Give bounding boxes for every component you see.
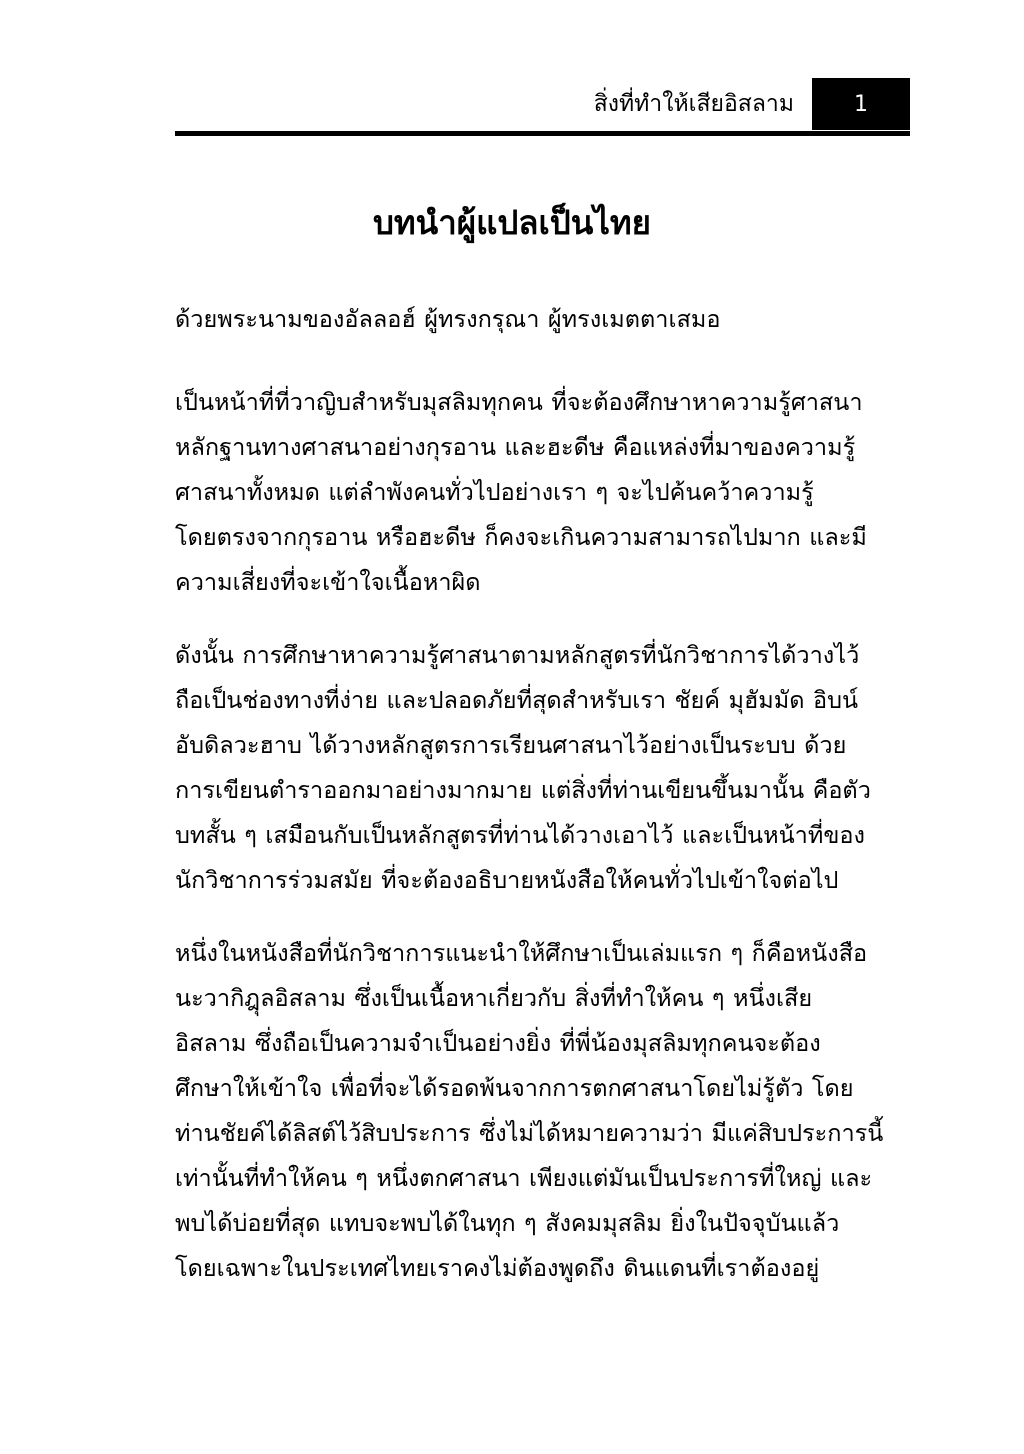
text-line: เท่านั้นที่ทำให้คน ๆ หนึ่งตกศาสนา เพียงแต่มันเป็นประการที่ใหญ่ และ: [175, 1164, 873, 1192]
text-line: หนึ่งในหนังสือที่นักวิชาการแนะนำให้ศึกษาเป็นเล่มแรก ๆ ก็คือหนังสือ: [175, 939, 868, 967]
text-line: หลักฐานทางศาสนาอย่างกุรอาน และฮะดีษ คือแหล่งที่มาของความรู้: [175, 433, 856, 461]
text-line: อิสลาม ซึ่งถือเป็นความจำเป็นอย่างยิ่ง ที่พี่น้องมุสลิมทุกคนจะต้อง: [175, 1029, 821, 1057]
text-line: อับดิลวะฮาบ ได้วางหลักสูตรการเรียนศาสนาไว้อย่างเป็นระบบ ด้วย: [175, 731, 847, 759]
text-line: พบได้บ่อยที่สุด แทบจะพบได้ในทุก ๆ สังคมมุสลิม ยิ่งในปัจจุบันแล้ว: [175, 1209, 840, 1237]
text-line: โดยตรงจากกุรอาน หรือฮะดีษ ก็คงจะเกินความสามารถไปมาก และมี: [175, 523, 867, 551]
text-line: ท่านชัยค์ได้ลิสต์ไว้สิบประการ ซึ่งไม่ได้หมายความว่า มีแค่สิบประการนี้: [175, 1119, 884, 1147]
text-line: ความเสี่ยงที่จะเข้าใจเนื้อหาผิด: [175, 568, 481, 596]
header-divider: [175, 131, 910, 136]
text-line: ถือเป็นช่องทางที่ง่าย และปลอดภัยที่สุดสำหรับเรา ชัยค์ มุฮัมมัด อิบน์: [175, 686, 859, 714]
text-line: ศาสนาทั้งหมด แต่ลำพังคนทั่วไปอย่างเรา ๆ จะไปค้นคว้าความรู้: [175, 478, 814, 506]
header-row: [175, 78, 910, 130]
page-number-badge: 1: [812, 78, 910, 130]
body-content: [175, 297, 929, 1319]
running-title: สิ่งที่ทำให้เสียอิสลาม: [593, 91, 794, 117]
page-title: บทนำผู้แปลเป็นไทย: [372, 203, 652, 242]
text-line: ดังนั้น การศึกษาหาความรู้ศาสนาตามหลักสูตรที่นักวิชาการได้วางไว้: [175, 641, 860, 669]
paragraph-basmalah: [175, 297, 929, 342]
text-line: ศึกษาให้เข้าใจ เพื่อที่จะได้รอดพ้นจากการตกศาสนาโดยไม่รู้ตัว โดย: [175, 1074, 854, 1102]
text-line: เป็นหน้าที่ที่วาญิบสำหรับมุสลิมทุกคน ที่จะต้องศึกษาหาความรู้ศาสนา: [175, 388, 863, 416]
text-line: นักวิชาการร่วมสมัย ที่จะต้องอธิบายหนังสือให้คนทั่วไปเข้าใจต่อไป: [175, 866, 839, 894]
paragraph-1: [175, 380, 929, 605]
text-line: ด้วยพระนามของอัลลอฮ์ ผู้ทรงกรุณา ผู้ทรงเมตตาเสมอ: [175, 305, 721, 333]
text-line: การเขียนตำราออกมาอย่างมากมาย แต่สิ่งที่ท่านเขียนขึ้นมานั้น คือตัว: [175, 776, 871, 804]
paragraph-2: [175, 633, 929, 903]
text-line: โดยเฉพาะในประเทศไทยเราคงไม่ต้องพูดถึง ดินแดนที่เราต้องอยู่: [175, 1254, 820, 1282]
page-header: [175, 78, 910, 136]
text-line: นะวากิฎุลอิสลาม ซึ่งเป็นเนื้อหาเกี่ยวกับ สิ่งที่ทำให้คน ๆ หนึ่งเสีย: [175, 984, 813, 1012]
text-line: บทสั้น ๆ เสมือนกับเป็นหลักสูตรที่ท่านได้วางเอาไว้ และเป็นหน้าที่ของ: [175, 821, 866, 849]
paragraph-3: [175, 931, 929, 1291]
